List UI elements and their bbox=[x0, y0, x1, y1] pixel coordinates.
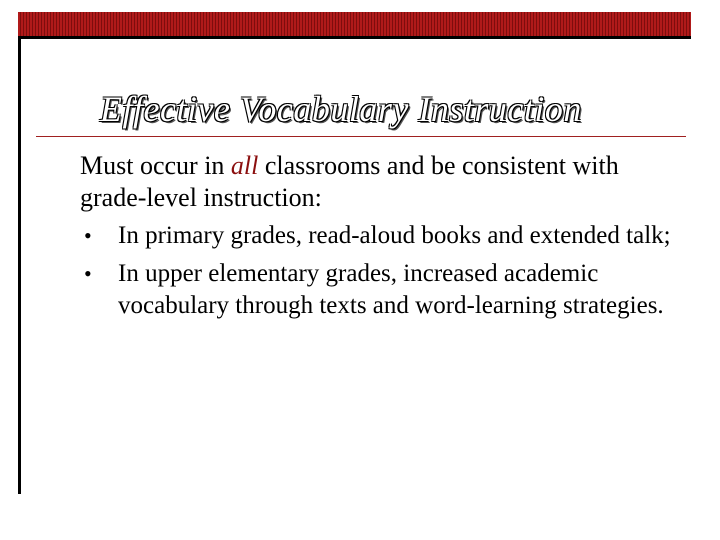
intro-paragraph bbox=[80, 150, 690, 214]
slide-content bbox=[80, 150, 690, 328]
bullet-text: In primary grades, read-aloud books and extended talk; bbox=[118, 222, 671, 249]
intro-text-before: Must occur in bbox=[80, 151, 231, 180]
bullet-list bbox=[80, 220, 690, 322]
list-item bbox=[80, 258, 690, 322]
intro-text-after: classrooms and be consistent with grade-level instruction: bbox=[80, 151, 619, 212]
left-border-line bbox=[18, 36, 21, 494]
slide-title: Effective Vocabulary Instruction bbox=[100, 89, 582, 129]
bullet-dot-icon: • bbox=[84, 261, 92, 286]
top-bar-shadow bbox=[21, 36, 691, 39]
list-item bbox=[80, 220, 690, 252]
bullet-dot-icon: • bbox=[84, 223, 92, 248]
intro-emphasis: all bbox=[230, 151, 259, 180]
top-decorative-bar bbox=[18, 12, 691, 36]
bullet-text: In upper elementary grades, increased academic vocabulary through texts and word-learning strategies. bbox=[118, 260, 664, 319]
title-underline-rule bbox=[36, 136, 686, 137]
